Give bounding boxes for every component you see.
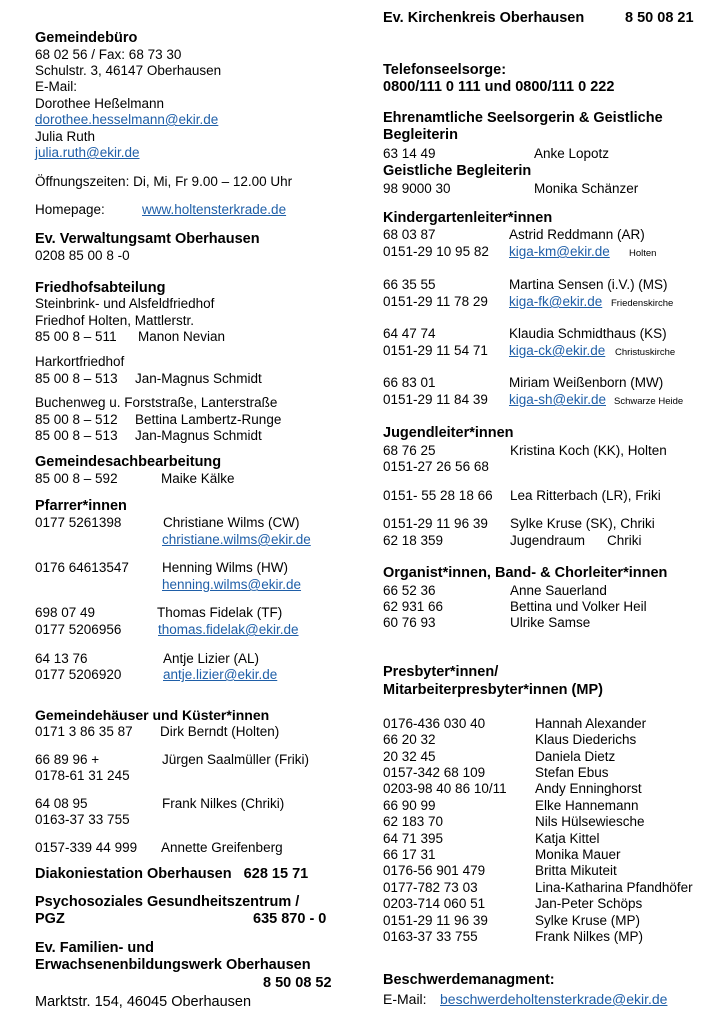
phone: 60 76 93 xyxy=(383,615,436,630)
phone: 0151-29 11 84 39 xyxy=(383,392,488,407)
phone: 0157-342 68 109 xyxy=(383,765,486,780)
ehrenamt-heading: Ehrenamtliche Seelsorgerin & Geistliche xyxy=(383,110,663,126)
phone: 0151- 55 28 18 66 xyxy=(383,488,493,503)
email-label: E-Mail: xyxy=(383,991,427,1007)
phone: 0163-37 33 755 xyxy=(35,812,130,827)
person-name: Lea Ritterbach (LR), Friki xyxy=(510,488,661,503)
kirchenkreis-label: Ev. Kirchenkreis Oberhausen xyxy=(383,10,585,26)
phone: 62 183 70 xyxy=(383,814,444,829)
sach-heading: Gemeindesachbearbeitung xyxy=(35,454,222,470)
person-name: Annette Greifenberg xyxy=(161,840,283,855)
phone: 85 00 8 – 513 xyxy=(35,371,118,386)
presbyter-heading: Presbyter*innen/ xyxy=(383,664,499,680)
phone: 0176-436 030 40 xyxy=(383,716,486,731)
person-name: Dorothee Heßelmann xyxy=(35,96,165,111)
phone: 62 18 359 xyxy=(383,533,444,548)
person-name: Dirk Berndt (Holten) xyxy=(160,724,280,739)
person-name: Klaudia Schmidthaus (KS) xyxy=(509,326,667,341)
email-link[interactable]: kiga-fk@ekir.de xyxy=(509,294,603,309)
person-name: Daniela Dietz xyxy=(535,749,616,764)
organist-heading: Organist*innen, Band- & Chorleiter*innen xyxy=(383,565,668,581)
person-name: Kristina Koch (KK), Holten xyxy=(510,443,667,458)
person-name: Monika Schänzer xyxy=(534,181,639,196)
phone: 66 20 32 xyxy=(383,732,436,747)
person-name: Thomas Fidelak (TF) xyxy=(157,605,283,620)
email-link[interactable]: beschwerdeholtensterkrade@ekir.de xyxy=(440,991,668,1007)
phone: 0151-29 11 78 29 xyxy=(383,294,488,309)
person-name: Lina-Katharina Pfandhöfer xyxy=(535,880,693,895)
ehrenamt-heading: Begleiterin xyxy=(383,127,458,143)
email-link[interactable]: dorothee.hesselmann@ekir.de xyxy=(35,112,219,127)
phone: 85 00 8 – 511 xyxy=(35,329,117,344)
phone: 66 89 96 + xyxy=(35,752,100,767)
friedhof-line: Buchenweg u. Forststraße, Lanterstraße xyxy=(35,395,278,410)
phone: 85 00 8 – 592 xyxy=(35,471,118,486)
phone: 0178-61 31 245 xyxy=(35,768,130,783)
verwaltung-phone: 0208 85 00 8 -0 xyxy=(35,248,130,263)
email-link[interactable]: thomas.fidelak@ekir.de xyxy=(158,622,299,637)
phone: 0177 5206956 xyxy=(35,622,122,637)
phone: 98 9000 30 xyxy=(383,181,451,196)
diakonie-heading: Diakoniestation Oberhausen 628 15 71 xyxy=(35,866,309,882)
jugend-heading: Jugendleiter*innen xyxy=(383,425,514,441)
email-label: E-Mail: xyxy=(35,79,78,94)
phone: 0177 5206920 xyxy=(35,667,122,682)
kuester-heading: Gemeindehäuser und Küster*innen xyxy=(35,707,270,723)
pfarrer-heading: Pfarrer*innen xyxy=(35,498,127,514)
person-name: Katja Kittel xyxy=(535,831,600,846)
email-link[interactable]: kiga-sh@ekir.de xyxy=(509,392,606,407)
person-name: Andy Enninghorst xyxy=(535,781,642,796)
phone: 0163-37 33 755 xyxy=(383,929,478,944)
pgz-phone: 635 870 - 0 xyxy=(253,911,327,927)
person-name: Jan-Magnus Schmidt xyxy=(135,428,262,443)
opening-hours: Öffnungszeiten: Di, Mi, Fr 9.00 – 12.00 Uhr xyxy=(35,174,293,189)
person-name: Frank Nilkes (MP) xyxy=(535,929,644,944)
phone: 0151-29 10 95 82 xyxy=(383,244,489,259)
phone: 66 83 01 xyxy=(383,375,436,390)
phone: 0177-782 73 03 xyxy=(383,880,478,895)
phone: 85 00 8 – 513 xyxy=(35,428,118,443)
phone: 0171 3 86 35 87 xyxy=(35,724,133,739)
email-link[interactable]: julia.ruth@ekir.de xyxy=(35,145,140,160)
phone: 20 32 45 xyxy=(383,749,436,764)
person-name: Frank Nilkes (Chriki) xyxy=(162,796,285,811)
phone: 62 931 66 xyxy=(383,599,444,614)
friedhof-line: Steinbrink- und Alsfeldfriedhof xyxy=(35,296,215,311)
phone: 85 00 8 – 512 xyxy=(35,412,118,427)
person-name: Jan-Peter Schöps xyxy=(535,896,643,911)
person-name: Martina Sensen (i.V.) (MS) xyxy=(509,277,668,292)
email-link[interactable]: kiga-km@ekir.de xyxy=(509,244,610,259)
person-name: Klaus Diederichs xyxy=(535,732,637,747)
phone: 64 08 95 xyxy=(35,796,88,811)
person-name: Henning Wilms (HW) xyxy=(162,560,289,575)
person-name: Bettina und Volker Heil xyxy=(510,599,647,614)
phone: 66 52 36 xyxy=(383,583,436,598)
person-name: Jürgen Saalmüller (Friki) xyxy=(162,752,310,767)
person-name: Maike Kälke xyxy=(161,471,235,486)
telefonseelsorge-phones: 0800/111 0 111 und 0800/111 0 222 xyxy=(383,79,615,95)
phone: 0151-27 26 56 68 xyxy=(383,459,489,474)
person-name: Jan-Magnus Schmidt xyxy=(135,371,262,386)
pgz-heading: PGZ xyxy=(35,911,65,927)
person-name: Julia Ruth xyxy=(35,129,96,144)
person-name: Bettina Lambertz-Runge xyxy=(135,412,282,427)
phone: 0151-29 11 54 71 xyxy=(383,343,488,358)
kiga-heading: Kindergartenleiter*innen xyxy=(383,210,553,226)
presbyter-heading: Mitarbeiterpresbyter*innen (MP) xyxy=(383,682,603,698)
phone: 0176 64613547 xyxy=(35,560,129,575)
friedhof-line: Friedhof Holten, Mattlerstr. xyxy=(35,313,195,328)
phone: 0203-714 060 51 xyxy=(383,896,486,911)
beschwerde-heading: Beschwerdemanagment: xyxy=(383,972,555,988)
person-name: Hannah Alexander xyxy=(535,716,647,731)
person-name: Manon Nevian xyxy=(138,329,226,344)
phone: 66 90 99 xyxy=(383,798,436,813)
phone: 68 76 25 xyxy=(383,443,436,458)
email-link[interactable]: henning.wilms@ekir.de xyxy=(162,577,302,592)
email-link[interactable]: kiga-ck@ekir.de xyxy=(509,343,606,358)
phone: 0151-29 11 96 39 xyxy=(383,913,488,928)
phone: 0203-98 40 86 10/11 xyxy=(383,781,507,796)
person-name: Monika Mauer xyxy=(535,847,621,862)
phone: 0177 5261398 xyxy=(35,515,122,530)
gemeindebuero-heading: Gemeindebüro xyxy=(35,30,138,46)
email-link[interactable]: antje.lizier@ekir.de xyxy=(163,667,278,682)
gemeindebuero-address: Schulstr. 3, 46147 Oberhausen xyxy=(35,63,222,78)
phone: 68 03 87 xyxy=(383,227,436,242)
gemeindebuero-phone: 68 02 56 / Fax: 68 73 30 xyxy=(35,47,182,62)
familien-heading: Erwachsenenbildungswerk Oberhausen xyxy=(35,957,311,973)
friedhof-heading: Friedhofsabteilung xyxy=(35,280,166,296)
phone: 64 47 74 xyxy=(383,326,436,341)
pgz-heading: Psychosoziales Gesundheitszentrum / xyxy=(35,894,300,910)
kiga-place: Holten xyxy=(629,248,657,259)
familien-address: Marktstr. 154, 46045 Oberhausen xyxy=(35,994,252,1010)
kiga-place: Friedenskirche xyxy=(611,298,674,309)
phone: 0157-339 44 999 xyxy=(35,840,138,855)
verwaltung-heading: Ev. Verwaltungsamt Oberhausen xyxy=(35,231,260,247)
kirchenkreis-phone: 8 50 08 21 xyxy=(625,10,694,26)
phone: 698 07 49 xyxy=(35,605,96,620)
phone: 0176-56 901 479 xyxy=(383,863,486,878)
person-name: Miriam Weißenborn (MW) xyxy=(509,375,664,390)
person-name: Jugendraum xyxy=(510,533,586,548)
phone: 66 35 55 xyxy=(383,277,436,292)
person-name: Astrid Reddmann (AR) xyxy=(509,227,645,242)
person-name: Nils Hülsewiesche xyxy=(535,814,645,829)
geistliche-heading: Geistliche Begleiterin xyxy=(383,163,532,179)
person-name: Anke Lopotz xyxy=(534,146,610,161)
homepage-label: Homepage: xyxy=(35,202,105,217)
person-name: Britta Mikuteit xyxy=(535,863,617,878)
familien-phone: 8 50 08 52 xyxy=(263,975,332,991)
person-name: Antje Lizier (AL) xyxy=(163,651,260,666)
kiga-place: Schwarze Heide xyxy=(614,396,684,407)
person-name: Elke Hannemann xyxy=(535,798,639,813)
phone: 64 13 76 xyxy=(35,651,88,666)
person-name: Ulrike Samse xyxy=(510,615,591,630)
person-name: Anne Sauerland xyxy=(510,583,607,598)
phone: 0151-29 11 96 39 xyxy=(383,516,488,531)
kiga-place: Christuskirche xyxy=(615,347,676,358)
phone: 64 71 395 xyxy=(383,831,444,846)
person-name: Christiane Wilms (CW) xyxy=(163,515,300,530)
friedhof-line: Harkortfriedhof xyxy=(35,354,125,369)
email-link[interactable]: christiane.wilms@ekir.de xyxy=(162,532,311,547)
homepage-link[interactable]: www.holtensterkrade.de xyxy=(142,202,287,217)
telefonseelsorge-heading: Telefonseelsorge: xyxy=(383,62,507,78)
phone: 66 17 31 xyxy=(383,847,436,862)
person-name: Sylke Kruse (SK), Chriki xyxy=(510,516,655,531)
person-name: Stefan Ebus xyxy=(535,765,609,780)
place: Chriki xyxy=(607,533,642,548)
phone: 63 14 49 xyxy=(383,146,436,161)
familien-heading: Ev. Familien- und xyxy=(35,940,154,956)
person-name: Sylke Kruse (MP) xyxy=(535,913,641,928)
